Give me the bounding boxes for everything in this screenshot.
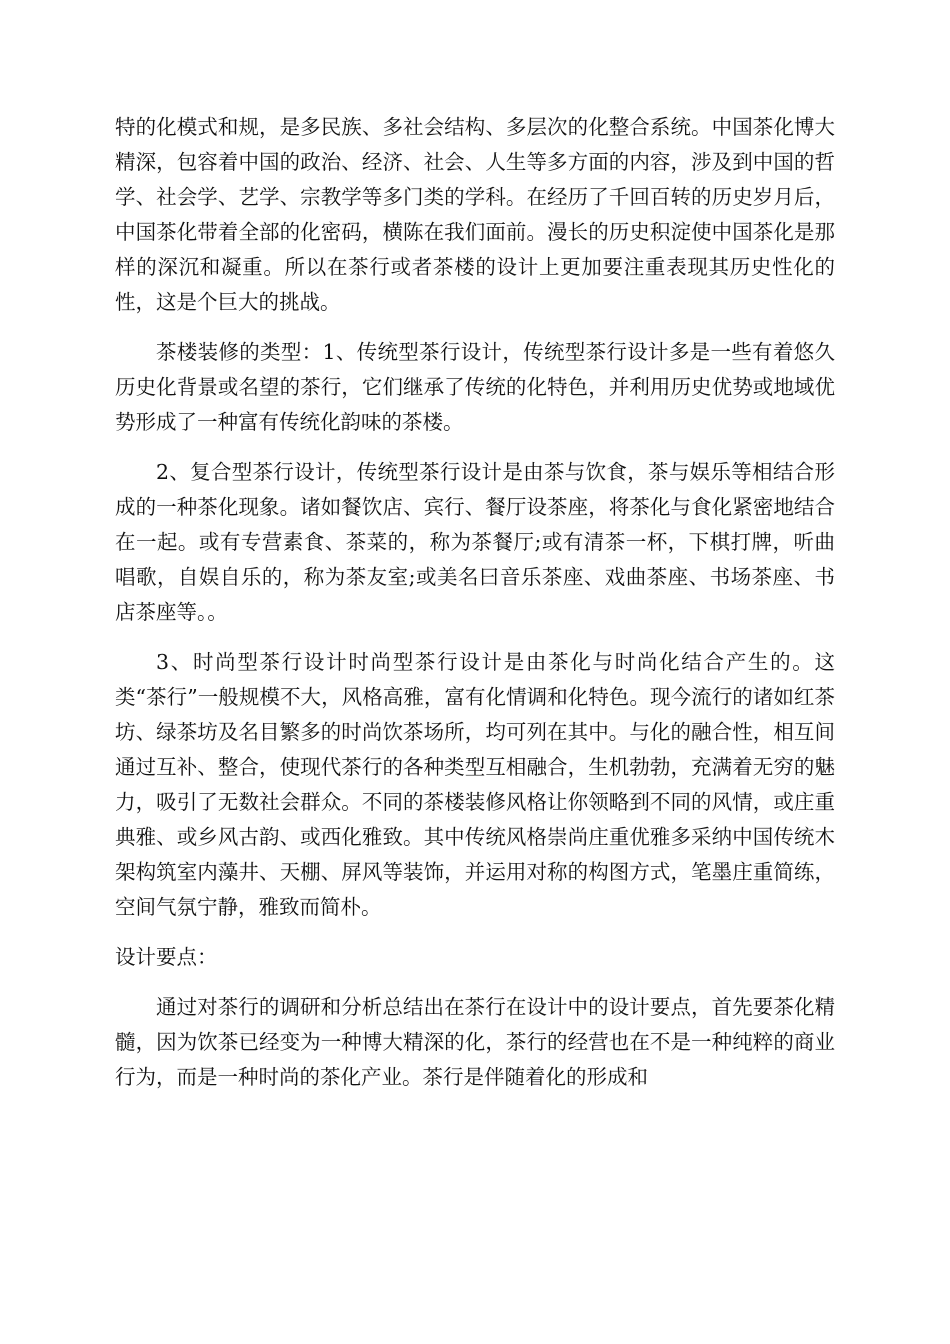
paragraph-composite-type: 2、复合型茶行设计，传统型茶行设计是由茶与饮食，茶与娱乐等相结合形成的一种茶化现象。诸如餐饮店、宾行、餐厅设茶座，将茶化与食化紧密地结合在一起。或有专营素食、茶菜的，称为茶餐厅;或有清茶一杯，下棋打牌，听曲唱歌，自娱自乐的，称为茶友室;或美名曰音乐茶座、戏曲茶座、书场茶座、书店茶座等。。 [115,460,835,624]
document-page [115,110,835,1095]
paragraph-fashion-type: 3、时尚型茶行设计时尚型茶行设计是由茶化与时尚化结合产生的。这类“茶行”一般规模不大，风格高雅，富有化情调和化特色。现今流行的诸如红茶坊、绿茶坊及名目繁多的时尚饮茶场所，均可列在其中。与化的融合性，相互间通过互补、整合，使现代茶行的各种类型互相融合，生机勃勃，充满着无穷的魅力，吸引了无数社会群众。不同的茶楼装修风格让你领略到不同的风情，或庄重典雅、或乡风古韵、或西化雅致。其中传统风格崇尚庄重优雅多采纳中国传统木架构筑室内藻井、天棚、屏风等装饰，并运用对称的构图方式，笔墨庄重简练，空间气氛宁静，雅致而简朴。 [115,650,835,919]
paragraph-teahouse-types: 茶楼装修的类型：1、传统型茶行设计，传统型茶行设计多是一些有着悠久历史化背景或名望的茶行，它们继承了传统的化特色，并利用历史优势或地域优势形成了一种富有传统化韵味的茶楼。 [115,340,835,434]
paragraph-design-points: 通过对茶行的调研和分析总结出在茶行在设计中的设计要点，首先要茶化精髓，因为饮茶已经变为一种博大精深的化，茶行的经营也在不是一种纯粹的商业行为，而是一种时尚的茶化产业。茶行是伴随着化的形成和 [115,995,835,1089]
section-heading-design-points: 设计要点： [115,945,218,969]
paragraph-intro-continued: 特的化模式和规，是多民族、多社会结构、多层次的化整合系统。中国茶化博大精深，包容着中国的政治、经济、社会、人生等多方面的内容，涉及到中国的哲学、社会学、艺学、宗教学等多门类的学科。在经历了千回百转的历史岁月后，中国茶化带着全部的化密码，横陈在我们面前。漫长的历史积淀使中国茶化是那样的深沉和凝重。所以在茶行或者茶楼的设计上更加要注重表现其历史性化的性，这是个巨大的挑战。 [115,115,835,314]
